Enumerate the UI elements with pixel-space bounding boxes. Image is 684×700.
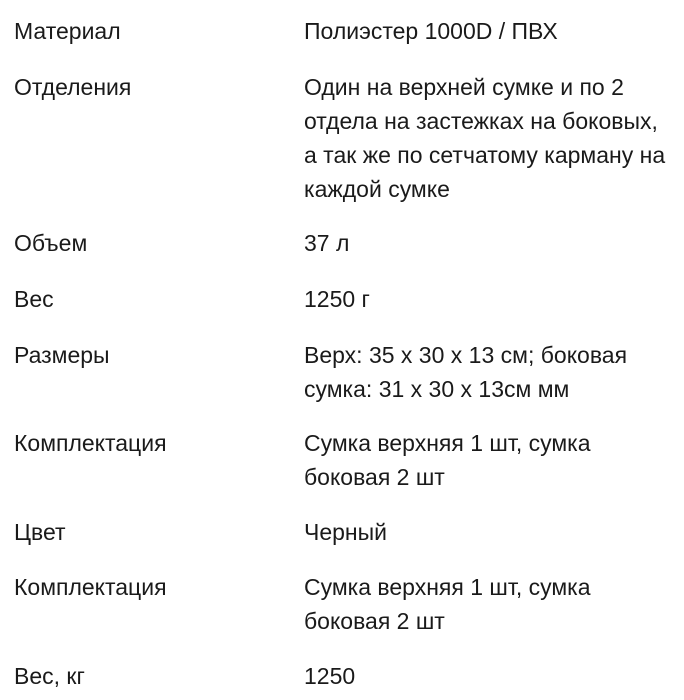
spec-label-volume: Объем <box>14 230 88 256</box>
spec-label-weight-kg: Вес, кг <box>14 663 85 689</box>
spec-value-material: Полиэстер 1000D / ПВХ <box>304 18 558 44</box>
spec-value-color: Черный <box>304 519 387 545</box>
spec-label-dimensions: Размеры <box>14 342 110 368</box>
spec-label-material: Материал <box>14 18 121 44</box>
spec-value-volume: 37 л <box>304 230 350 256</box>
spec-value-package-2: Сумка верхняя 1 шт, сумка боковая 2 шт <box>304 574 591 634</box>
spec-label-color: Цвет <box>14 519 66 545</box>
spec-label-package: Комплектация <box>14 430 167 456</box>
spec-value-dimensions: Верх: 35 х 30 х 13 см; боковая сумка: 31 х 30 х 13см мм <box>304 342 628 402</box>
spec-label-weight: Вес <box>14 286 54 312</box>
spec-label-compartments: Отделения <box>14 74 132 100</box>
spec-value-weight-kg: 1250 <box>304 663 356 689</box>
spec-label-package-2: Комплектация <box>14 574 167 600</box>
spec-value-weight: 1250 г <box>304 286 370 312</box>
spec-value-package: Сумка верхняя 1 шт, сумка боковая 2 шт <box>304 430 591 490</box>
spec-value-compartments: Один на верхней сумке и по 2 отдела на застежках на боковых, а так же по сетчатому карману на каждой сумке <box>304 74 666 202</box>
